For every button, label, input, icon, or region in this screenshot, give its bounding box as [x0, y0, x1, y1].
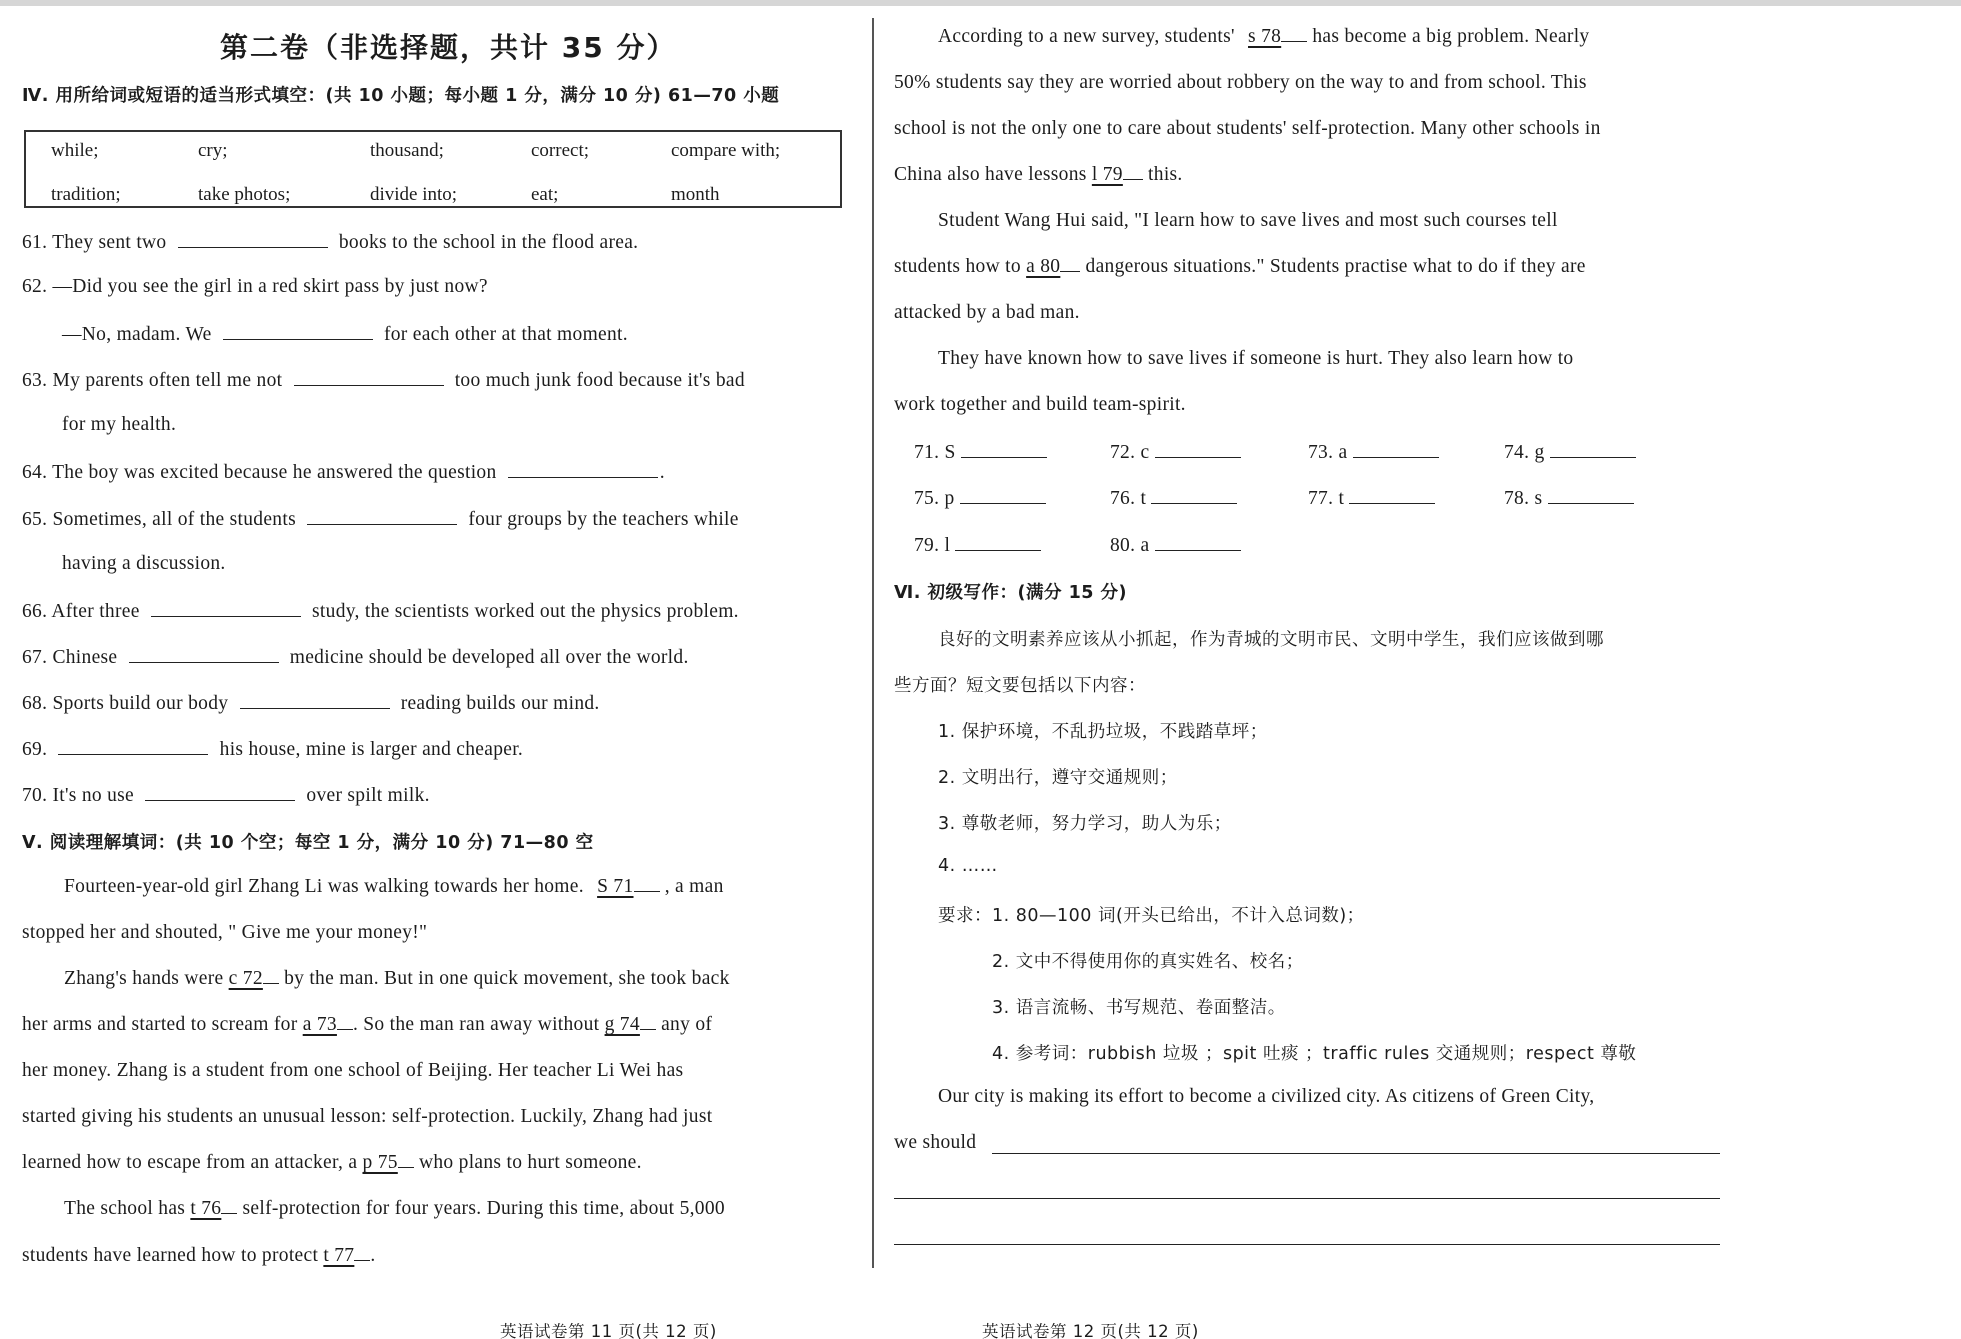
- passage-line: work together and build team-spirit.: [894, 394, 1186, 415]
- passage-line: Student Wang Hui said, "I learn how to save lives and most such courses tell: [938, 210, 1558, 231]
- passage-line: [894, 164, 1183, 186]
- question-65: [22, 507, 739, 531]
- passage-text: self-protection for four years. During this time, about 5,000: [242, 1198, 725, 1219]
- word-bank-item: month: [671, 184, 720, 205]
- word-bank-item: eat;: [531, 184, 559, 205]
- answer-72: [1110, 440, 1241, 464]
- question-62-reply: [62, 322, 628, 346]
- answer-75: [914, 486, 1046, 510]
- answer-label: 80. a: [1110, 535, 1150, 556]
- question-text: 63. My parents often tell me not: [22, 370, 283, 391]
- underline-tail: [337, 1014, 353, 1030]
- answer-blank[interactable]: [1349, 486, 1435, 504]
- question-text: books to the school in the flood area.: [338, 232, 639, 253]
- question-62: 62. —Did you see the girl in a red skirt pass by just now?: [22, 276, 488, 297]
- requirement: 要求：1. 80—100 词(开头已给出，不计入总词数)；: [938, 906, 1365, 926]
- answer-label: 72. c: [1110, 442, 1150, 463]
- word-bank-item: compare with;: [671, 140, 781, 161]
- word-bank-item: while;: [51, 140, 99, 161]
- question-63: [22, 368, 745, 392]
- passage-text: The school has: [64, 1198, 186, 1219]
- passage-text: According to a new survey, students': [938, 26, 1235, 47]
- passage-line: They have known how to save lives if someone is hurt. They also learn how to: [938, 348, 1574, 369]
- answer-blank[interactable]: [961, 440, 1047, 458]
- prompt-item: 4. ……: [938, 856, 998, 876]
- passage-line: stopped her and shouted, " Give me your money!": [22, 922, 428, 943]
- underline-tail: [1060, 256, 1080, 272]
- passage-line: school is not the only one to care about students' self-protection. Many other schools in: [894, 118, 1601, 139]
- answer-label: 71. S: [914, 442, 956, 463]
- question-text: reading builds our mind.: [400, 693, 600, 714]
- section-5-heading: Ⅴ. 阅读理解填词：(共 10 个空；每空 1 分，满分 10 分) 71—80 空: [22, 833, 594, 853]
- passage-line: [22, 1245, 376, 1267]
- answer-label: 77. t: [1308, 488, 1345, 509]
- question-text: medicine should be developed all over the world.: [289, 647, 689, 668]
- answer-blank-61[interactable]: [178, 230, 328, 248]
- answer-77: [1308, 486, 1435, 510]
- answer-blank-63[interactable]: [294, 368, 444, 386]
- answer-74: [1504, 440, 1636, 464]
- passage-blank-74: g 74: [604, 1014, 640, 1035]
- question-text: too much junk food because it's bad: [454, 370, 745, 391]
- answer-blank-70[interactable]: [145, 783, 295, 801]
- answer-label: 74. g: [1504, 442, 1545, 463]
- question-70: [22, 783, 430, 807]
- answer-blank-62[interactable]: [223, 322, 373, 340]
- passage-blank-78: s 78: [1248, 26, 1282, 47]
- answer-blank[interactable]: [955, 533, 1041, 551]
- question-text: 61. They sent two: [22, 232, 167, 253]
- question-61: [22, 230, 638, 254]
- question-69: [22, 737, 523, 761]
- passage-text: by the man. But in one quick movement, she took back: [284, 968, 730, 989]
- page-footer: 英语试卷第 11 页(共 12 页): [500, 1322, 717, 1339]
- word-bank-item: divide into;: [370, 184, 458, 205]
- answer-blank[interactable]: [1155, 533, 1241, 551]
- underline-tail: [1281, 26, 1307, 42]
- answer-76: [1110, 486, 1237, 510]
- passage-line: [938, 26, 1589, 48]
- section-6-heading: Ⅵ. 初级写作：(满分 15 分): [894, 583, 1128, 603]
- question-text: —No, madam. We: [62, 324, 212, 345]
- word-bank-item: thousand;: [370, 140, 444, 161]
- passage-text: her arms and started to scream for: [22, 1014, 298, 1035]
- passage-text: students have learned how to protect: [22, 1245, 319, 1266]
- question-63-cont: for my health.: [62, 414, 177, 435]
- page-11: [0, 6, 870, 1339]
- underline-tail: [263, 968, 279, 984]
- section-4-heading: Ⅳ. 用所给词或短语的适当形式填空：(共 10 小题；每小题 1 分，满分 10 分) 61—70 小题: [22, 86, 780, 106]
- passage-line: [22, 1152, 642, 1174]
- question-64: [22, 460, 665, 484]
- requirement: 2. 文中不得使用你的真实姓名、校名；: [992, 952, 1304, 972]
- word-bank-box: [24, 130, 842, 208]
- passage-line: attacked by a bad man.: [894, 302, 1080, 323]
- passage-text: who plans to hurt someone.: [418, 1152, 642, 1173]
- answer-blank[interactable]: [960, 486, 1046, 504]
- answer-blank-66[interactable]: [151, 599, 301, 617]
- question-68: [22, 691, 600, 715]
- passage-text: China also have lessons: [894, 164, 1087, 185]
- answer-label: 76. t: [1110, 488, 1147, 509]
- writing-prompt: 良好的文明素养应该从小抓起，作为青城的文明市民、文明中学生，我们应该做到哪: [938, 630, 1604, 650]
- writing-line[interactable]: [894, 1244, 1720, 1245]
- underline-tail: [221, 1198, 237, 1214]
- requirement: 4. 参考词：rubbish 垃圾 ；spit 吐痰 ；traffic rules 交通规则；respect 尊敬: [992, 1044, 1637, 1064]
- passage-text: , a man: [664, 876, 724, 897]
- underline-tail: [354, 1245, 370, 1261]
- passage-line: [64, 876, 724, 898]
- answer-73: [1308, 440, 1439, 464]
- passage-text: has become a big problem. Nearly: [1312, 26, 1590, 47]
- passage-line: [22, 1014, 712, 1036]
- passage-blank-75: p 75: [362, 1152, 398, 1173]
- answer-label: 78. s: [1504, 488, 1543, 509]
- prompt-item: 3. 尊敬老师，努力学习，助人为乐；: [938, 814, 1232, 834]
- word-bank-item: take photos;: [198, 184, 291, 205]
- question-text: study, the scientists worked out the physics problem.: [312, 601, 739, 622]
- answer-label: 75. p: [914, 488, 955, 509]
- answer-blank-68[interactable]: [240, 691, 390, 709]
- answer-blank[interactable]: [1353, 440, 1439, 458]
- passage-blank-72: c 72: [228, 968, 263, 989]
- prompt-item: 1. 保护环境，不乱扔垃圾，不践踏草坪；: [938, 722, 1268, 742]
- answer-79: [914, 533, 1041, 557]
- passage-blank-71: S 71: [597, 876, 634, 897]
- question-65-cont: having a discussion.: [62, 553, 226, 574]
- question-text: four groups by the teachers while: [468, 509, 739, 530]
- answer-blank[interactable]: [1548, 486, 1634, 504]
- question-text: 68. Sports build our body: [22, 693, 229, 714]
- passage-line: started giving his students an unusual lesson: self-protection. Luckily, Zhang had just: [22, 1106, 713, 1127]
- requirement: 3. 语言流畅、书写规范、卷面整洁。: [992, 998, 1286, 1018]
- page-title: 第二卷（非选择题，共计 35 分）: [220, 31, 677, 64]
- answer-blank-64[interactable]: [508, 460, 658, 478]
- writing-prompt: 些方面？短文要包括以下内容：: [894, 676, 1146, 696]
- page-footer: 英语试卷第 12 页(共 12 页): [982, 1322, 1199, 1339]
- question-67: [22, 645, 689, 669]
- word-bank-item: correct;: [531, 140, 590, 161]
- underline-tail: [634, 876, 660, 892]
- passage-text: students how to: [894, 256, 1021, 277]
- passage-blank-76: t 76: [190, 1198, 222, 1219]
- question-text: 67. Chinese: [22, 647, 118, 668]
- answer-blank-65[interactable]: [307, 507, 457, 525]
- page-12: [870, 6, 1961, 1339]
- question-text: 66. After three: [22, 601, 140, 622]
- passage-text: any of: [661, 1014, 713, 1035]
- passage-text: dangerous situations." Students practise what to do if they are: [1085, 256, 1586, 277]
- answer-label: 79. l: [914, 535, 951, 556]
- passage-line: [64, 1198, 725, 1220]
- passage-blank-73: a 73: [302, 1014, 337, 1035]
- word-bank-item: tradition;: [51, 184, 121, 205]
- passage-blank-79: l 79: [1091, 164, 1123, 185]
- writing-line[interactable]: [894, 1198, 1720, 1199]
- question-text: 69.: [22, 739, 48, 760]
- question-text: 65. Sometimes, all of the students: [22, 509, 296, 530]
- passage-text: . So the man ran away without: [352, 1014, 600, 1035]
- answer-80: [1110, 533, 1241, 557]
- question-66: [22, 599, 739, 623]
- passage-line: [894, 256, 1586, 278]
- answer-label: 73. a: [1308, 442, 1348, 463]
- writing-line[interactable]: [992, 1153, 1720, 1154]
- answer-blank[interactable]: [1151, 486, 1237, 504]
- passage-text: this.: [1148, 164, 1183, 185]
- answer-blank-69[interactable]: [58, 737, 208, 755]
- prompt-item: 2. 文明出行，遵守交通规则；: [938, 768, 1178, 788]
- passage-blank-77: t 77: [323, 1245, 355, 1266]
- question-text: .: [659, 462, 665, 483]
- passage-line: 50% students say they are worried about robbery on the way to and from school. This: [894, 72, 1587, 93]
- essay-start: Our city is making its effort to become a civilized city. As citizens of Green City,: [938, 1086, 1595, 1107]
- question-text: for each other at that moment.: [383, 324, 628, 345]
- passage-text: .: [370, 1245, 376, 1266]
- answer-blank[interactable]: [1155, 440, 1241, 458]
- passage-blank-80: a 80: [1026, 256, 1061, 277]
- underline-tail: [1123, 164, 1143, 180]
- answer-78: [1504, 486, 1634, 510]
- question-text: 64. The boy was excited because he answered the question: [22, 462, 497, 483]
- question-text: his house, mine is larger and cheaper.: [219, 739, 524, 760]
- underline-tail: [640, 1014, 656, 1030]
- passage-text: Fourteen-year-old girl Zhang Li was walking towards her home.: [64, 876, 584, 897]
- answer-71: [914, 440, 1047, 464]
- word-bank-item: cry;: [198, 140, 228, 161]
- passage-line: [64, 968, 730, 990]
- passage-text: Zhang's hands were: [64, 968, 224, 989]
- passage-text: learned how to escape from an attacker, a: [22, 1152, 358, 1173]
- question-text: 70. It's no use: [22, 785, 135, 806]
- answer-blank-67[interactable]: [129, 645, 279, 663]
- underline-tail: [398, 1152, 414, 1168]
- essay-start: we should: [894, 1132, 977, 1153]
- answer-blank[interactable]: [1550, 440, 1636, 458]
- passage-line: her money. Zhang is a student from one school of Beijing. Her teacher Li Wei has: [22, 1060, 684, 1081]
- question-text: over spilt milk.: [306, 785, 430, 806]
